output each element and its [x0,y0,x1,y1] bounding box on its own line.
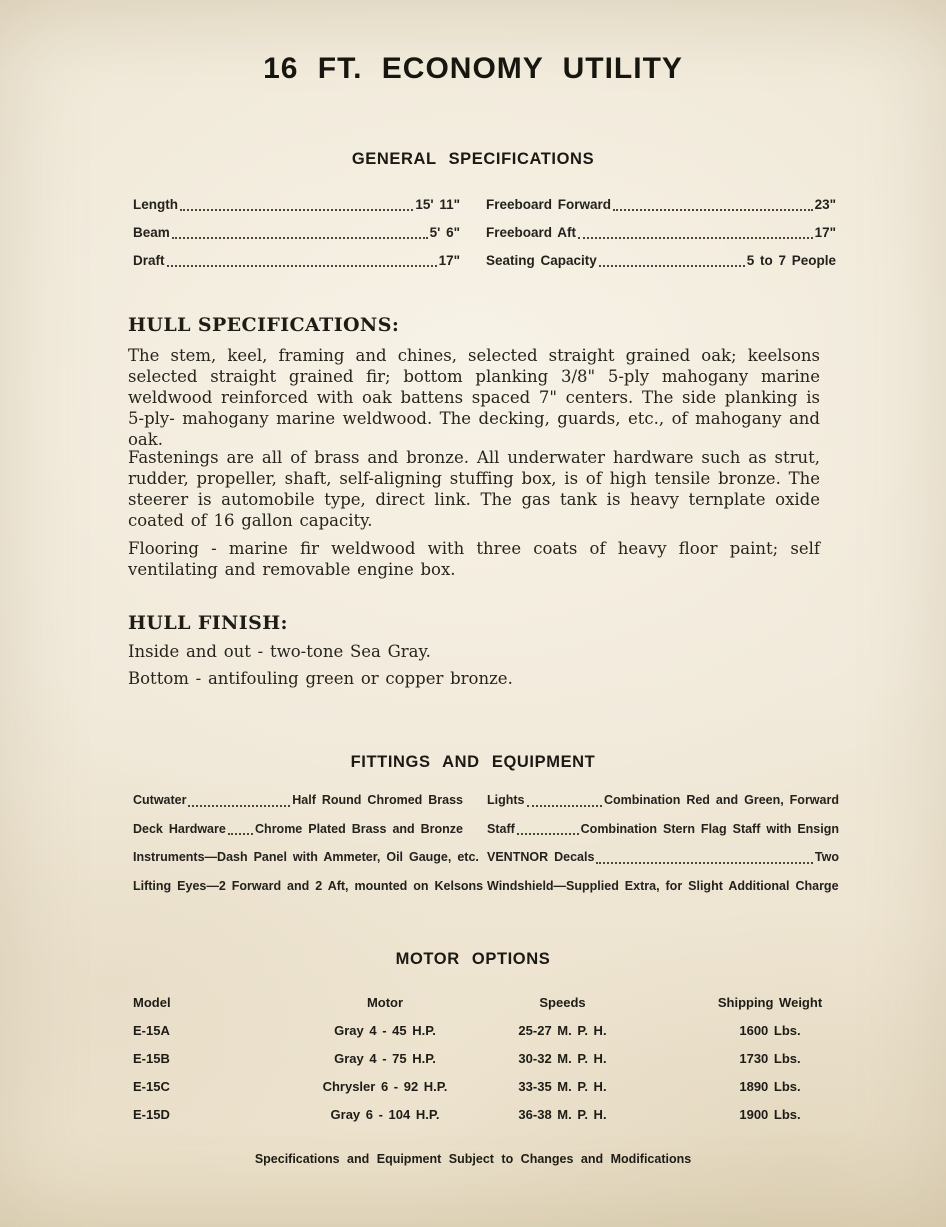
fitting-value: Combination Red and Green, Forward [603,793,839,807]
motor-cell: 1900 Lbs. [739,1107,801,1122]
motor-column-header: Speeds [539,995,586,1010]
fitting-label: Deck Hardware [133,821,226,836]
fitting-value: Combination Stern Flag Staff with Ensign [580,821,839,836]
dotted-leader [527,804,602,807]
spec-row-beam [133,219,460,247]
fitting-row-lights [487,786,839,815]
motor-cell: 33-35 M. P. H. [518,1079,607,1094]
dotted-leader [599,264,745,267]
motor-column-header: Model [133,995,171,1010]
motor-cell: Gray 4 - 45 H.P. [334,1023,436,1038]
motor-cell: Gray 4 - 75 H.P. [334,1051,436,1066]
hull-specs-heading: HULL SPECIFICATIONS: [128,314,400,336]
fitting-row-deck-hardware [133,815,463,844]
dotted-leader [228,832,253,835]
motor-cell: Chrysler 6 - 92 H.P. [322,1079,448,1094]
dotted-leader [180,208,413,211]
motor-column-model [133,989,243,1129]
fitting-value: Chrome Plated Brass and Bronze [255,821,463,836]
motor-column-motor [255,989,515,1129]
fitting-value: Two [814,850,839,864]
fittings-left-column [133,786,484,900]
dotted-leader [613,208,813,211]
fitting-row-lifting-eyes: Lifting Eyes—2 Forward and 2 Aft, mounted on Kelsons [133,878,484,893]
fitting-row-ventnor-decals [487,843,839,872]
motor-cell: 1600 Lbs. [739,1023,801,1038]
spec-row-freeboard-aft [486,219,836,247]
spec-row-length [133,191,460,219]
fittings-right-column [487,786,839,900]
spec-row-seating-capacity [486,247,836,275]
spec-label: Seating Capacity [486,253,597,268]
motor-cell: Gray 6 - 104 H.P. [330,1107,440,1122]
fitting-row-windshield: Windshield—Supplied Extra, for Slight Additional Charge [487,878,839,893]
dotted-leader [578,236,813,239]
hull-specs-paragraph-2: Fastenings are all of brass and bronze. All underwater hardware such as strut, rudder, propeller, shaft, self-aligning stuffing box, is of high tensile bronze. The steerer is automobile type, direct link. The gas tank is heavy ternplate oxide coated of 16 gallon capacity. [128,448,820,530]
hull-specs-paragraph-3: Flooring - marine fir weldwood with three coats of heavy floor paint; self ventilating and removable engine box. [128,539,820,579]
motor-column-header: Shipping Weight [717,995,823,1010]
motor-column-shipping-weight [655,989,885,1129]
motor-cell: 25-27 M. P. H. [518,1023,607,1038]
fittings-heading: FITTINGS AND EQUIPMENT [350,753,596,771]
fitting-value: Half Round Chromed Brass [292,793,463,807]
spec-row-draft [133,247,460,275]
motor-cell: 1730 Lbs. [739,1051,801,1066]
general-specs-right-column [486,191,836,275]
footer-disclaimer: Specifications and Equipment Subject to Changes and Modifications [254,1152,692,1166]
motor-column-speeds [480,989,645,1129]
dotted-leader [172,236,428,239]
fitting-label: Lights [487,793,525,807]
motor-cell: E-15A [133,1023,170,1038]
fitting-label: Staff [487,821,515,836]
spec-value: 17" [438,253,460,268]
motor-cell: 1890 Lbs. [739,1079,801,1094]
spec-label: Freeboard Aft [486,225,577,240]
fitting-label: VENTNOR Decals [487,850,595,864]
motor-cell: E-15C [133,1079,170,1094]
fitting-row-staff [487,815,839,844]
spec-label: Draft [133,253,165,268]
spec-label: Freeboard Forward [486,197,612,212]
spec-value: 5' 6" [429,225,460,240]
fitting-label: Cutwater [133,793,187,807]
general-specs-heading: GENERAL SPECIFICATIONS [351,150,595,168]
motor-cell: 36-38 M. P. H. [518,1107,607,1122]
spec-value: 15' 11" [415,197,460,212]
dotted-leader [167,264,437,267]
hull-specs-paragraph-1: The stem, keel, framing and chines, selected straight grained oak; keelsons selected straight grained fir; bottom planking 3/8" 5-ply mahogany marine weldwood reinforced with oak battens spaced 7" centers. The side planking is 5-ply- mahogany marine weldwood. The decking, guards, etc., of mahogany and oak. [128,346,820,449]
page-title: 16 FT. ECONOMY UTILITY [263,52,683,85]
dotted-leader [188,804,290,807]
motor-column-header: Motor [366,995,404,1010]
spec-value: 17" [814,225,836,240]
fitting-row-cutwater [133,786,463,815]
spec-label: Beam [133,225,170,240]
hull-finish-line-2: Bottom - antifouling green or copper bronze. [128,669,513,688]
motor-cell: E-15B [133,1051,170,1066]
spec-value: 23" [814,197,836,212]
motor-options-heading: MOTOR OPTIONS [395,950,551,968]
spec-row-freeboard-forward [486,191,836,219]
hull-finish-line-1: Inside and out - two-tone Sea Gray. [128,642,431,661]
spec-label: Length [133,197,178,212]
general-specs-left-column [133,191,460,275]
fitting-row-instruments: Instruments—Dash Panel with Ammeter, Oil Gauge, etc. [133,850,479,864]
dotted-leader [596,861,813,864]
hull-finish-heading: HULL FINISH: [128,612,288,634]
dotted-leader [517,832,579,835]
spec-value: 5 to 7 People [746,253,836,268]
motor-cell: E-15D [133,1107,170,1122]
motor-cell: 30-32 M. P. H. [518,1051,607,1066]
